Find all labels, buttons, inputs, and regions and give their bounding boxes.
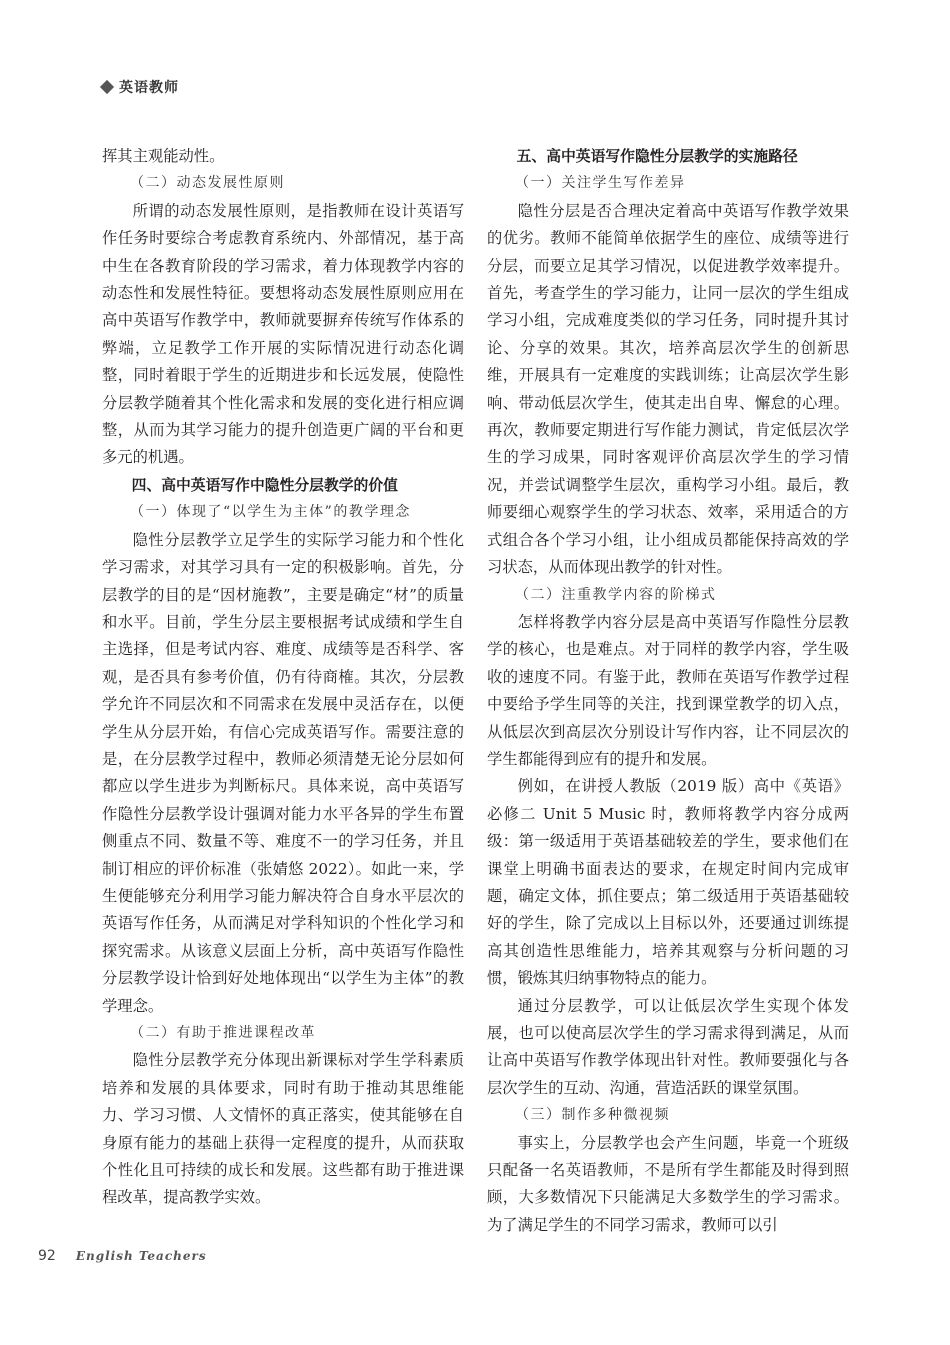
subsection-heading: （二）动态发展性原则 <box>130 175 285 192</box>
page-number: 92 <box>38 1248 56 1264</box>
paragraph: 例如，在讲授人教版（2019 版）高中《英语》必修二 Unit 5 Music 时，教师将教学内容分成两级：第一级适用于英语基础较差的学生，要求他们在课堂上明确书面表达的要求，在规定时间内完成审题，确定文体，抓住要点；第二级适用于英语基础较好的学生，除了完成以上目标以外，还要通过训练提高其创造性思维能力，培养其观察与分析问题的习惯，锻炼其归纳事物特点的能力。 <box>487 777 849 988</box>
paragraph: 事实上，分层教学也会产生问题，毕竟一个班级只配备一名英语教师，不是所有学生都能及时得到照顾，大多数情况下只能满足大多数学生的学习需求。为了满足学生的不同学习需求，教师可以引 <box>487 1133 849 1234</box>
paragraph: 隐性分层教学立足学生的实际学习能力和个性化学习需求，对其学习具有一定的积极影响。首先，分层教学的目的是“因材施教”，主要是确定“材”的质量和水平。目前，学生分层主要根据考试成绩和学生自主选择，但是考试内容、难度、成绩等是否科学、客观，是否具有参考价值，仍有待商榷。其次，分层教学允许不同层次和不同需求在发展中灵活存在，以便学生从分层开始，有信心完成英语写作。需要注意的是，在分层教学过程中，教师必须清楚无论分层如何都应以学生进步为判断标尺。具体来说，高中英语写作隐性分层教学设计强调对能力水平各异的学生布置侧重点不同、数量不等、难度不一的学习任务，并且制订相应的评价标准（张婧悠 2022）。如此一来，学生便能够充分利用学习能力解决符合自身水平层次的英语写作任务，从而满足对学科知识的个性化学习和探究需求。从该意义层面上分析，高中英语写作隐性分层教学设计恰到好处地体现出“以学生为主体”的教学理念。 <box>102 530 464 1015</box>
paragraph: 挥其主观能动性。 <box>102 147 225 165</box>
paragraph: 怎样将教学内容分层是高中英语写作隐性分层教学的核心，也是难点。对于同样的教学内容，学生吸收的速度不同。有鉴于此，教师在英语写作教学过程中要给予学生同等的关注，找到课堂教学的切入点，从低层次到高层次分别设计写作内容，让不同层次的学生都能得到应有的提升和发展。 <box>487 612 849 768</box>
page-footer <box>38 1248 207 1264</box>
subsection-heading: （一）体现了“以学生为主体”的教学理念 <box>130 504 411 521</box>
left-column <box>102 143 464 1212</box>
footer-journal-title: English Teachers <box>75 1249 207 1263</box>
paragraph: 隐性分层教学充分体现出新课标对学生学科素质培养和发展的具体要求，同时有助于推动其思维能力、学习习惯、人文情怀的真正落实，使其能够在自身原有能力的基础上获得一定程度的提升，从而获取个性化且可持续的成长和发展。这些都有助于推进课程改革，提高教学实效。 <box>102 1051 464 1207</box>
running-header <box>102 76 179 98</box>
paragraph: 所谓的动态发展性原则，是指教师在设计英语写作任务时要综合考虑教育系统内、外部情况，基于高中生在各教育阶段的学习需求，着力体现教学内容的动态性和发展性特征。要想将动态发展性原则应用在高中英语写作教学中，教师就要摒弃传统写作体系的弊端，立足教学工作开展的实际情况进行动态化调整，同时着眼于学生的近期进步和长远发展，使隐性分层教学随着其个性化需求和发展的变化进行相应调整，从而为其学习能力的提升创造更广阔的平台和更多元的机遇。 <box>102 201 464 467</box>
right-column <box>487 143 849 1239</box>
paragraph: 通过分层教学，可以让低层次学生实现个体发展，也可以使高层次学生的学习需求得到满足，从而让高中英语写作教学体现出针对性。教师要强化与各层次学生的互动、沟通，营造活跃的课堂氛围。 <box>487 996 849 1097</box>
subsection-heading: （二）有助于推进课程改革 <box>130 1025 316 1041</box>
section-heading: 五、高中英语写作隐性分层教学的实施路径 <box>516 148 798 165</box>
journal-title: 英语教师 <box>119 80 179 96</box>
subsection-heading: （一）关注学生写作差异 <box>515 175 686 192</box>
subsection-heading: （三）制作多种微视频 <box>515 1107 670 1124</box>
diamond-icon <box>100 80 114 94</box>
section-heading: 四、高中英语写作中隐性分层教学的价值 <box>131 476 398 494</box>
paragraph: 隐性分层是否合理决定着高中英语写作教学效果的优劣。教师不能简单依据学生的座位、成绩等进行分层，而要立足其学习情况，以促进教学效率提升。首先，考查学生的学习能力，让同一层次的学生组成学习小组，完成难度类似的学习任务，同时提升其讨论、分享的效果。其次，培养高层次学生的创新思维，开展具有一定难度的实践训练；让高层次学生影响、带动低层次学生，使其走出自卑、懈怠的心理。再次，教师要定期进行写作能力测试，肯定低层次学生的学习成果，同时客观评价高层次学生的学习情况，并尝试调整学生层次，重构学习小组。最后，教师要细心观察学生的学习状态、效率，采用适合的方式组合各个学习小组，让小组成员都能保持高效的学习状态，从而体现出教学的针对性。 <box>487 201 849 577</box>
subsection-heading: （二）注重教学内容的阶梯式 <box>515 586 717 603</box>
